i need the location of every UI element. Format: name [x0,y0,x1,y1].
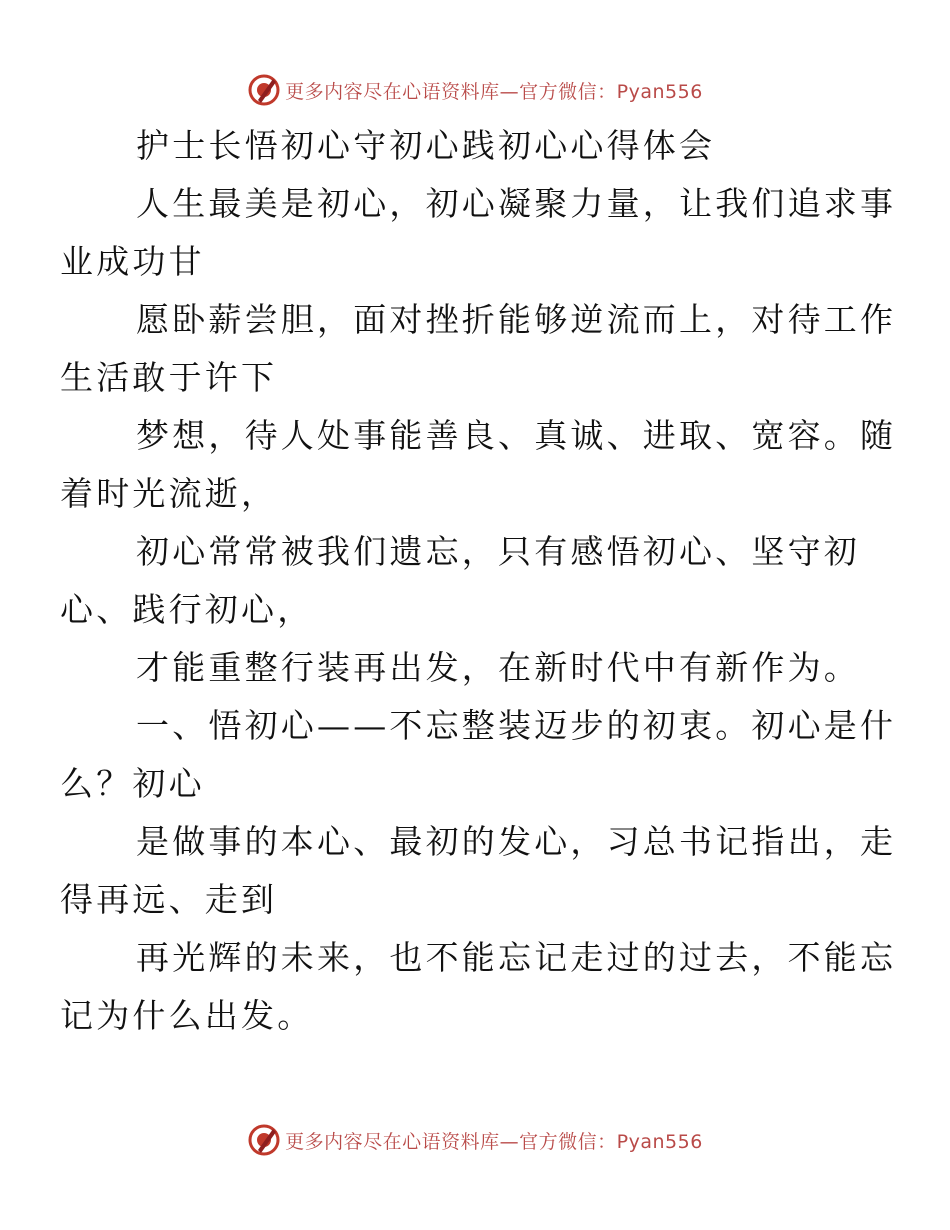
footer-banner [0,1120,950,1160]
document-title: 护士长悟初心守初心践初心心得体会 [136,126,716,165]
brand-logo-icon [247,1123,281,1157]
paragraph [60,697,897,813]
text-line: 记为什么出发。 [60,996,314,1035]
text-line: 是做事的本心、最初的发心，习总书记指出，走 [136,822,897,861]
footer-banner-text: 更多内容尽在心语资料库—官方微信：Pyan556 [285,1130,703,1153]
paragraph [60,929,897,1045]
document-body [60,117,897,1045]
header-banner-text: 更多内容尽在心语资料库—官方微信：Pyan556 [285,80,703,103]
text-line: 人生最美是初心，初心凝聚力量，让我们追求事 [136,184,897,223]
text-line: 么？初心 [60,764,205,803]
text-line: 梦想，待人处事能善良、真诚、进取、宽容。随 [136,416,897,455]
text-line: 一、悟初心——不忘整装迈步的初衷。初心是什 [136,706,897,745]
paragraph [60,523,860,639]
paragraph [98,639,860,697]
paragraph [60,175,897,291]
text-line: 业成功甘 [60,242,205,281]
text-line: 心、践行初心， [60,590,314,629]
text-line: 才能重整行装再出发，在新时代中有新作为。 [136,648,860,687]
text-line: 再光辉的未来，也不能忘记走过的过去，不能忘 [136,938,897,977]
text-line: 着时光流逝， [60,474,278,513]
text-line: 初心常常被我们遗忘，只有感悟初心、坚守初 [136,532,860,571]
text-line: 愿卧薪尝胆，面对挫折能够逆流而上，对待工作 [136,300,897,339]
text-line: 得再远、走到 [60,880,278,919]
text-line: 生活敢于许下 [60,358,278,397]
header-banner [0,70,950,110]
brand-logo-icon [247,73,281,107]
paragraph [60,291,897,407]
paragraph [60,813,897,929]
paragraph [60,407,897,523]
